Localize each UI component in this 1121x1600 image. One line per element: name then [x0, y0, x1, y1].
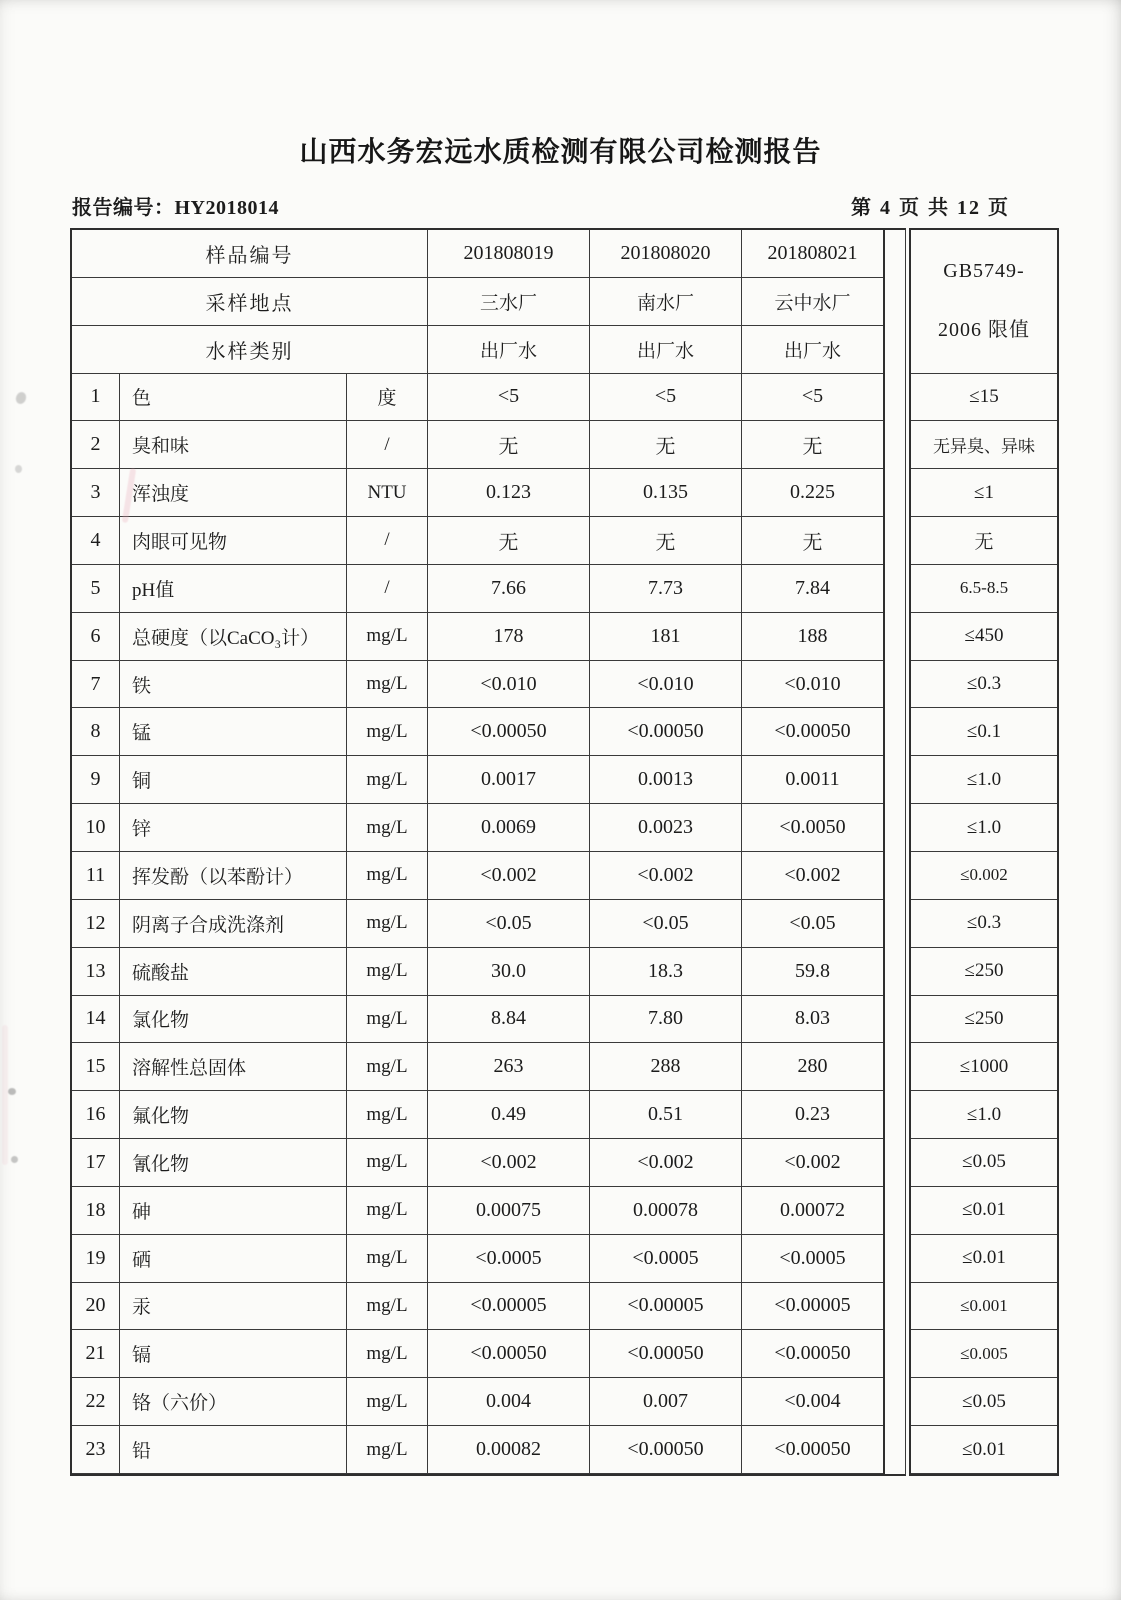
parameter-unit: mg/L — [347, 1091, 428, 1139]
sample2-value: 0.135 — [590, 469, 742, 517]
scan-artifact — [8, 1088, 16, 1095]
row-index: 1 — [72, 374, 120, 422]
limit-value: ≤1000 — [911, 1043, 1057, 1091]
sample-id-cell: 201808019 — [428, 230, 590, 278]
page-indicator: 第 4 页 共 12 页 — [851, 197, 1010, 219]
sample3-value: 0.225 — [742, 469, 883, 517]
parameter-name: 氯化物 — [120, 996, 347, 1044]
parameter-unit: mg/L — [347, 1426, 428, 1474]
row-index: 17 — [72, 1139, 120, 1187]
row-index: 5 — [72, 565, 120, 613]
results-table-area — [70, 228, 1059, 1476]
sample1-value: <0.00005 — [428, 1283, 590, 1331]
sample3-value: <5 — [742, 374, 883, 422]
row-index: 15 — [72, 1043, 120, 1091]
sample2-value: 0.007 — [590, 1378, 742, 1426]
sample2-value: <0.00005 — [590, 1283, 742, 1331]
limit-value: 无异臭、异味 — [911, 421, 1057, 469]
limit-value: ≤0.01 — [911, 1426, 1057, 1474]
row-index: 20 — [72, 1283, 120, 1331]
parameter-name: 氰化物 — [120, 1139, 347, 1187]
sample1-value: 8.84 — [428, 996, 590, 1044]
sample1-value: 0.00082 — [428, 1426, 590, 1474]
sample-type-cell: 出厂水 — [590, 326, 742, 374]
sample2-value: 0.00078 — [590, 1187, 742, 1235]
sample2-value: 7.80 — [590, 996, 742, 1044]
limit-value: ≤250 — [911, 996, 1057, 1044]
sample3-value: 7.84 — [742, 565, 883, 613]
sample3-value: 0.0011 — [742, 756, 883, 804]
parameter-name: 肉眼可见物 — [120, 517, 347, 565]
sample1-value: 7.66 — [428, 565, 590, 613]
limit-value: ≤0.005 — [911, 1330, 1057, 1378]
sample2-value: 18.3 — [590, 948, 742, 996]
sample3-value: 无 — [742, 517, 883, 565]
parameter-name: 氟化物 — [120, 1091, 347, 1139]
sample1-value: <0.00050 — [428, 708, 590, 756]
sample1-value: 无 — [428, 421, 590, 469]
sample1-value: 0.0017 — [428, 756, 590, 804]
parameter-name: 溶解性总固体 — [120, 1043, 347, 1091]
water-quality-results-table — [70, 228, 885, 1476]
sample2-value: 无 — [590, 421, 742, 469]
limit-value: ≤0.1 — [911, 708, 1057, 756]
row-index: 23 — [72, 1426, 120, 1474]
parameter-unit: mg/L — [347, 661, 428, 709]
parameter-name: 锌 — [120, 804, 347, 852]
parameter-name: 臭和味 — [120, 421, 347, 469]
parameter-unit: mg/L — [347, 804, 428, 852]
limit-value: ≤0.3 — [911, 900, 1057, 948]
limit-value: ≤0.002 — [911, 852, 1057, 900]
limit-value: ≤0.05 — [911, 1139, 1057, 1187]
parameter-unit: mg/L — [347, 1330, 428, 1378]
sample2-value: <0.0005 — [590, 1235, 742, 1283]
sample1-value: <0.00050 — [428, 1330, 590, 1378]
sample-location-cell: 南水厂 — [590, 278, 742, 326]
report-meta — [72, 191, 1022, 220]
row-index: 6 — [72, 613, 120, 661]
row-index: 12 — [72, 900, 120, 948]
parameter-unit: / — [347, 517, 428, 565]
sample3-value: <0.00050 — [742, 708, 883, 756]
sample2-value: <0.00050 — [590, 1330, 742, 1378]
parameter-name: 铬（六价） — [120, 1378, 347, 1426]
parameter-name: pH值 — [120, 565, 347, 613]
sample1-value: <0.0005 — [428, 1235, 590, 1283]
parameter-name: 铁 — [120, 661, 347, 709]
sample2-value: <0.05 — [590, 900, 742, 948]
row-index: 10 — [72, 804, 120, 852]
standard-limit-column — [909, 228, 1059, 1476]
sample2-value: 0.51 — [590, 1091, 742, 1139]
sample-id-cell: 201808021 — [742, 230, 883, 278]
limit-value: ≤0.01 — [911, 1235, 1057, 1283]
row-index: 21 — [72, 1330, 120, 1378]
sample3-value: <0.002 — [742, 852, 883, 900]
sample1-value: 0.0069 — [428, 804, 590, 852]
row-index: 4 — [72, 517, 120, 565]
header-sample-id-label: 样品编号 — [72, 230, 428, 278]
row-index: 3 — [72, 469, 120, 517]
sample1-value: <0.05 — [428, 900, 590, 948]
limit-value: ≤15 — [911, 374, 1057, 422]
sample2-value: 181 — [590, 613, 742, 661]
limit-column-header — [911, 230, 1057, 374]
sample2-value: 288 — [590, 1043, 742, 1091]
sample2-value: 0.0023 — [590, 804, 742, 852]
row-index: 8 — [72, 708, 120, 756]
sample3-value: 280 — [742, 1043, 883, 1091]
parameter-unit: mg/L — [347, 1139, 428, 1187]
header-sample-type-label: 水样类别 — [72, 326, 428, 374]
parameter-name: 砷 — [120, 1187, 347, 1235]
limit-standard-code: GB5749- — [943, 260, 1025, 283]
parameter-unit: / — [347, 421, 428, 469]
parameter-unit: mg/L — [347, 1043, 428, 1091]
parameter-name: 挥发酚（以苯酚计） — [120, 852, 347, 900]
limit-value: ≤1.0 — [911, 804, 1057, 852]
parameter-name: 浑浊度 — [120, 469, 347, 517]
sample1-value: 30.0 — [428, 948, 590, 996]
sample3-value: <0.004 — [742, 1378, 883, 1426]
sample3-value: <0.002 — [742, 1139, 883, 1187]
parameter-unit: mg/L — [347, 613, 428, 661]
sample3-value: 无 — [742, 421, 883, 469]
parameter-unit: mg/L — [347, 1378, 428, 1426]
sample1-value: <0.010 — [428, 661, 590, 709]
limit-value: ≤450 — [911, 613, 1057, 661]
sample1-value: 0.004 — [428, 1378, 590, 1426]
row-index: 11 — [72, 852, 120, 900]
scan-artifact — [11, 1156, 18, 1163]
scan-artifact — [14, 391, 28, 406]
sample-location-cell: 云中水厂 — [742, 278, 883, 326]
parameter-unit: NTU — [347, 469, 428, 517]
sample3-value: 8.03 — [742, 996, 883, 1044]
limit-value: ≤1.0 — [911, 756, 1057, 804]
sample2-value: <0.00050 — [590, 1426, 742, 1474]
sample3-value: <0.00050 — [742, 1330, 883, 1378]
scan-artifact — [2, 1025, 8, 1165]
parameter-unit: / — [347, 565, 428, 613]
sample3-value: <0.05 — [742, 900, 883, 948]
sample3-value: 0.00072 — [742, 1187, 883, 1235]
sample1-value: <0.002 — [428, 1139, 590, 1187]
sample3-value: 59.8 — [742, 948, 883, 996]
sample-type-cell: 出厂水 — [428, 326, 590, 374]
row-index: 2 — [72, 421, 120, 469]
limit-value: ≤0.05 — [911, 1378, 1057, 1426]
row-index: 7 — [72, 661, 120, 709]
parameter-name: 铜 — [120, 756, 347, 804]
parameter-unit: mg/L — [347, 1283, 428, 1331]
table-gap-strip — [885, 228, 906, 1476]
limit-standard-year: 2006 限值 — [938, 319, 1030, 342]
sample-location-cell: 三水厂 — [428, 278, 590, 326]
sample2-value: 7.73 — [590, 565, 742, 613]
row-index: 9 — [72, 756, 120, 804]
row-index: 18 — [72, 1187, 120, 1235]
parameter-name: 阴离子合成洗涤剂 — [120, 900, 347, 948]
limit-value: ≤1 — [911, 469, 1057, 517]
sample2-value: <0.002 — [590, 852, 742, 900]
limit-value: ≤250 — [911, 948, 1057, 996]
sample-type-cell: 出厂水 — [742, 326, 883, 374]
sample3-value: <0.0050 — [742, 804, 883, 852]
parameter-unit: mg/L — [347, 996, 428, 1044]
sample1-value: 0.49 — [428, 1091, 590, 1139]
sample2-value: 无 — [590, 517, 742, 565]
sample3-value: <0.00005 — [742, 1283, 883, 1331]
parameter-name: 硒 — [120, 1235, 347, 1283]
parameter-unit: mg/L — [347, 900, 428, 948]
row-index: 16 — [72, 1091, 120, 1139]
sample1-value: 0.123 — [428, 469, 590, 517]
parameter-unit: mg/L — [347, 852, 428, 900]
parameter-name: 色 — [120, 374, 347, 422]
parameter-name: 硫酸盐 — [120, 948, 347, 996]
row-index: 19 — [72, 1235, 120, 1283]
sample3-value: <0.00050 — [742, 1426, 883, 1474]
limit-value: ≤0.3 — [911, 661, 1057, 709]
sample1-value: <5 — [428, 374, 590, 422]
parameter-name: 镉 — [120, 1330, 347, 1378]
limit-value: 6.5-8.5 — [911, 565, 1057, 613]
sample1-value: 0.00075 — [428, 1187, 590, 1235]
sample1-value: <0.002 — [428, 852, 590, 900]
sample1-value: 263 — [428, 1043, 590, 1091]
sample3-value: <0.010 — [742, 661, 883, 709]
sample2-value: 0.0013 — [590, 756, 742, 804]
parameter-unit: 度 — [347, 374, 428, 422]
page-title: 山西水务宏远水质检测有限公司检测报告 — [299, 136, 822, 167]
parameter-unit: mg/L — [347, 708, 428, 756]
sample3-value: <0.0005 — [742, 1235, 883, 1283]
limit-value: ≤1.0 — [911, 1091, 1057, 1139]
header-location-label: 采样地点 — [72, 278, 428, 326]
sample2-value: <5 — [590, 374, 742, 422]
parameter-unit: mg/L — [347, 756, 428, 804]
sample-id-cell: 201808020 — [590, 230, 742, 278]
limit-value: 无 — [911, 517, 1057, 565]
sample1-value: 无 — [428, 517, 590, 565]
parameter-unit: mg/L — [347, 1235, 428, 1283]
parameter-name: 锰 — [120, 708, 347, 756]
row-index: 13 — [72, 948, 120, 996]
report-number: 报告编号：HY2018014 — [72, 197, 279, 219]
limit-value: ≤0.001 — [911, 1283, 1057, 1331]
parameter-name: 铅 — [120, 1426, 347, 1474]
parameter-unit: mg/L — [347, 948, 428, 996]
parameter-name: 总硬度（以CaCO₃计） — [120, 613, 347, 661]
parameter-unit: mg/L — [347, 1187, 428, 1235]
row-index: 22 — [72, 1378, 120, 1426]
parameter-name: 汞 — [120, 1283, 347, 1331]
sample3-value: 188 — [742, 613, 883, 661]
sample1-value: 178 — [428, 613, 590, 661]
row-index: 14 — [72, 996, 120, 1044]
sample3-value: 0.23 — [742, 1091, 883, 1139]
sample2-value: <0.00050 — [590, 708, 742, 756]
limit-value: ≤0.01 — [911, 1187, 1057, 1235]
sample2-value: <0.010 — [590, 661, 742, 709]
sample2-value: <0.002 — [590, 1139, 742, 1187]
scan-artifact — [15, 465, 22, 473]
